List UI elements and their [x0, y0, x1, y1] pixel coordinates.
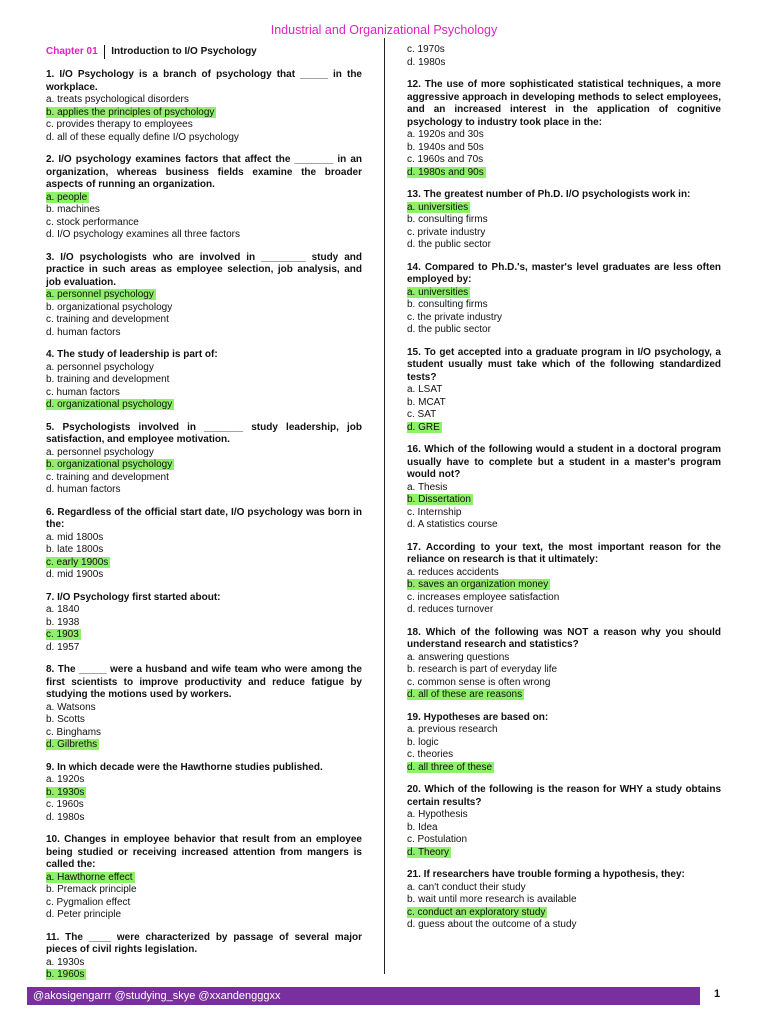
question-text: 3. I/O psychologists who are involved in ________ study and practice in such areas as employee selection, job analysis, and job evaluation.	[46, 251, 362, 288]
answer-option	[407, 299, 721, 312]
option-text: c. theories	[407, 749, 454, 760]
question-block	[407, 347, 721, 435]
answer-option	[46, 544, 362, 557]
answer-option	[407, 239, 721, 252]
answer-option	[46, 447, 362, 460]
answer-option	[407, 154, 721, 167]
option-text: a. previous research	[407, 724, 498, 735]
option-text: a. can't conduct their study	[407, 881, 526, 893]
answer-option-highlighted	[407, 762, 721, 775]
answer-option	[46, 569, 362, 582]
option-text: c. 1960s	[46, 799, 84, 810]
question-text: 11. The ____ were characterized by passage of several major pieces of civil rights legislation.	[46, 931, 362, 955]
question-block	[46, 834, 362, 922]
option-text: b. Idea	[407, 821, 438, 833]
option-text: a. LSAT	[407, 384, 443, 395]
option-text: b. machines	[46, 204, 100, 215]
option-text: c. SAT	[407, 409, 437, 420]
answer-option	[46, 604, 362, 617]
right-question-list	[407, 79, 721, 932]
answer-option	[46, 714, 362, 727]
option-text: b. applies the principles of psychology	[46, 106, 215, 118]
answer-option	[46, 302, 362, 315]
answer-option	[46, 642, 362, 655]
chapter-title: Introduction to I/O Psychology	[111, 46, 257, 57]
option-text: c. the private industry	[407, 311, 503, 323]
option-text: d. A statistics course	[407, 519, 498, 530]
option-text: b. research is part of everyday life	[407, 664, 558, 675]
answer-option-highlighted	[46, 787, 362, 800]
option-text: c. human factors	[46, 386, 120, 398]
option-text: a. universities	[407, 286, 469, 298]
question-text: 19. Hypotheses are based on:	[407, 711, 549, 723]
answer-option	[46, 229, 362, 242]
answer-option	[407, 809, 721, 822]
answer-option	[46, 957, 362, 970]
option-text: d. 1980s	[46, 811, 85, 823]
answer-option	[407, 324, 721, 337]
answer-option-highlighted	[46, 107, 362, 120]
option-text: d. 1980s and 90s	[407, 166, 484, 178]
answer-option	[46, 617, 362, 630]
answer-option	[407, 592, 721, 605]
option-text: c. conduct an exploratory study	[407, 906, 546, 918]
answer-option	[46, 94, 362, 107]
answer-option	[407, 567, 721, 580]
answer-option	[46, 909, 362, 922]
question-block	[46, 932, 362, 982]
question-text: 13. The greatest number of Ph.D. I/O psychologists work in:	[407, 189, 691, 200]
option-text: d. 1957	[46, 641, 80, 653]
option-text: a. people	[46, 191, 88, 203]
answer-option	[46, 217, 362, 230]
answer-option-highlighted	[407, 287, 721, 300]
answer-option	[407, 737, 721, 750]
option-text: c. provides therapy to employees	[46, 119, 193, 130]
chapter-separator	[104, 45, 106, 59]
option-text: d. human factors	[46, 484, 121, 495]
answer-option	[46, 532, 362, 545]
option-text: a. Thesis	[407, 481, 448, 493]
left-question-list	[46, 69, 362, 982]
option-text: c. training and development	[46, 314, 169, 325]
option-text: b. Dissertation	[407, 494, 471, 505]
option-text: d. the public sector	[407, 324, 491, 335]
answer-option	[407, 129, 721, 142]
option-text: d. the public sector	[407, 239, 491, 250]
answer-option	[407, 822, 721, 835]
answer-option-highlighted	[46, 969, 362, 982]
answer-option	[407, 724, 721, 737]
option-text: d. GRE	[407, 421, 440, 433]
answer-option	[46, 204, 362, 217]
option-text: a. universities	[407, 201, 469, 213]
question-block	[407, 712, 721, 775]
answer-option	[46, 774, 362, 787]
answer-option	[46, 702, 362, 715]
answer-option	[46, 484, 362, 497]
option-text: c. Binghams	[46, 726, 102, 738]
continued-options	[407, 44, 721, 69]
option-text: a. 1920s	[46, 774, 85, 785]
answer-option	[407, 604, 721, 617]
option-text: c. Postulation	[407, 834, 468, 845]
answer-option-highlighted	[46, 739, 362, 752]
option-text: c. Internship	[407, 506, 462, 518]
answer-option	[46, 727, 362, 740]
option-text: d. I/O psychology examines all three factors	[46, 229, 240, 240]
answer-option	[407, 384, 721, 397]
option-text: d. all three of these	[407, 761, 493, 773]
question-block	[46, 664, 362, 752]
question-block	[407, 79, 721, 179]
option-text: b. Premack principle	[46, 884, 137, 895]
column-divider	[384, 38, 385, 974]
option-text: d. all of these are reasons	[407, 689, 523, 700]
question-block	[46, 154, 362, 242]
left-column	[46, 44, 362, 992]
answer-option	[46, 472, 362, 485]
option-text: a. 1920s and 30s	[407, 129, 484, 140]
answer-option	[407, 397, 721, 410]
option-text: d. Theory	[407, 846, 450, 858]
answer-option	[407, 664, 721, 677]
question-text: 14. Compared to Ph.D.'s, master's level graduates are less often employed by:	[407, 261, 721, 285]
option-text: c. early 1900s	[46, 556, 109, 568]
footer-bar	[27, 987, 700, 1005]
question-text: 10. Changes in employee behavior that result from an employee being studied or receiving increased attention from mangers is called the:	[46, 834, 362, 870]
question-block	[46, 422, 362, 497]
option-text: b. logic	[407, 736, 439, 748]
answer-option-highlighted	[46, 872, 362, 885]
option-text: b. consulting firms	[407, 214, 488, 225]
question-block	[407, 444, 721, 532]
document-title: Industrial and Organizational Psychology	[270, 23, 498, 37]
option-text: d. human factors	[46, 326, 121, 338]
option-text: b. wait until more research is available	[407, 894, 577, 905]
answer-option	[46, 132, 362, 145]
footer-handles: @akosigengarrr @studying_skye @xxandengggxx	[33, 990, 281, 1002]
question-block	[46, 592, 362, 655]
answer-option	[46, 119, 362, 132]
answer-option	[46, 362, 362, 375]
option-text: a. Watsons	[46, 701, 96, 713]
question-block	[407, 189, 721, 252]
option-text: b. organizational psychology	[46, 301, 173, 313]
question-text: 17. According to your text, the most important reason for the reliance on research is that it ultimately:	[407, 541, 721, 565]
answer-option	[407, 677, 721, 690]
question-block	[407, 542, 721, 617]
page-number: 1	[714, 988, 721, 1000]
answer-option	[407, 894, 721, 907]
option-text: d. Gilbreths	[46, 739, 98, 750]
answer-option	[407, 749, 721, 762]
answer-option	[46, 374, 362, 387]
option-text: c. training and development	[46, 471, 169, 483]
answer-option	[407, 214, 721, 227]
question-text: 15. To get accepted into a graduate program in I/O psychology, a student usually must take which of the following standardized tests?	[407, 346, 721, 383]
question-block	[46, 349, 362, 412]
answer-option	[407, 142, 721, 155]
option-text: c. stock performance	[46, 216, 139, 228]
option-text: a. 1840	[46, 604, 80, 615]
answer-option	[407, 409, 721, 422]
option-text: d. 1980s	[407, 56, 446, 68]
answer-option	[46, 799, 362, 812]
question-text: 20. Which of the following is the reason for WHY a study obtains certain results?	[407, 784, 721, 808]
option-text: a. Hypothesis	[407, 809, 468, 820]
option-text: a. personnel psychology	[46, 446, 154, 458]
option-text: c. 1903	[46, 629, 79, 640]
option-text: b. organizational psychology	[46, 459, 173, 470]
option-text: a. treats psychological disorders	[46, 94, 189, 105]
option-text: b. saves an organization money	[407, 579, 549, 590]
option-text: d. Peter principle	[46, 909, 122, 920]
question-block	[46, 252, 362, 340]
option-text: c. Pygmalion effect	[46, 896, 131, 908]
question-block	[407, 262, 721, 337]
question-text: 2. I/O psychology examines factors that affect the _______ in an organization, whereas business fields examine the broader aspects of running an organization.	[46, 154, 362, 190]
answer-option	[407, 882, 721, 895]
answer-option-highlighted	[407, 579, 721, 592]
option-text: a. personnel psychology	[46, 289, 154, 300]
option-text: b. Scotts	[46, 714, 85, 725]
answer-option-highlighted	[407, 202, 721, 215]
answer-option-highlighted	[407, 907, 721, 920]
answer-option-highlighted	[407, 494, 721, 507]
option-text: d. guess about the outcome of a study	[407, 919, 577, 930]
question-block	[407, 869, 721, 932]
question-text: 4. The study of leadership is part of:	[46, 349, 218, 360]
question-text: 5. Psychologists involved in _______ study leadership, job satisfaction, and employee motivation.	[46, 421, 362, 445]
option-text: b. consulting firms	[407, 299, 488, 310]
question-block	[407, 784, 721, 859]
answer-option	[407, 44, 721, 57]
answer-option-highlighted	[46, 629, 362, 642]
question-text: 8. The _____ were a husband and wife team who were among the first scientists to improve productivity and reduce fatigue by studying the motions used by workers.	[46, 664, 362, 700]
option-text: a. answering questions	[407, 651, 510, 663]
right-column	[407, 44, 721, 942]
option-text: b. 1930s	[46, 786, 85, 798]
answer-option	[46, 884, 362, 897]
answer-option	[407, 482, 721, 495]
question-text: 6. Regardless of the official start date, I/O psychology was born in the:	[46, 506, 362, 530]
chapter-heading	[46, 44, 362, 60]
option-text: d. all of these equally define I/O psychology	[46, 131, 239, 143]
question-text: 18. Which of the following was NOT a reason why you should understand research and statistics?	[407, 626, 721, 650]
option-text: b. 1938	[46, 616, 80, 628]
answer-option	[407, 312, 721, 325]
answer-option-highlighted	[407, 847, 721, 860]
option-text: b. late 1800s	[46, 544, 104, 555]
answer-option-highlighted	[46, 459, 362, 472]
option-text: b. 1960s	[46, 969, 85, 980]
option-text: c. common sense is often wrong	[407, 676, 551, 688]
answer-option-highlighted	[46, 557, 362, 570]
question-block	[46, 507, 362, 582]
answer-option-highlighted	[46, 192, 362, 205]
option-text: a. Hawthorne effect	[46, 871, 133, 883]
question-text: 16. Which of the following would a student in a doctoral program usually have to complete but a student in a master's program would not?	[407, 444, 721, 480]
answer-option	[407, 57, 721, 70]
question-block	[46, 69, 362, 144]
option-text: b. MCAT	[407, 396, 446, 408]
answer-option-highlighted	[46, 289, 362, 302]
answer-option	[407, 652, 721, 665]
option-text: c. 1970s	[407, 44, 445, 55]
question-text: 12. The use of more sophisticated statistical techniques, a more aggressive approach in developing methods to select employees, and an increased interest in the application of cognitive psychology to industry took place in the:	[407, 79, 721, 128]
option-text: d. reduces turnover	[407, 604, 494, 615]
question-block	[46, 762, 362, 825]
option-text: c. private industry	[407, 226, 486, 238]
chapter-number: Chapter 01	[46, 46, 98, 57]
answer-option-highlighted	[407, 422, 721, 435]
option-text: c. increases employee satisfaction	[407, 591, 560, 603]
question-text: 7. I/O Psychology first started about:	[46, 591, 221, 603]
option-text: b. 1940s and 50s	[407, 141, 484, 153]
answer-option-highlighted	[407, 167, 721, 180]
option-text: d. organizational psychology	[46, 399, 173, 410]
answer-option-highlighted	[46, 399, 362, 412]
answer-option	[46, 314, 362, 327]
answer-option	[46, 897, 362, 910]
option-text: a. personnel psychology	[46, 361, 154, 373]
answer-option	[46, 327, 362, 340]
question-text: 21. If researchers have trouble forming a hypothesis, they:	[407, 869, 685, 880]
answer-option	[407, 834, 721, 847]
question-block	[407, 627, 721, 702]
answer-option	[407, 519, 721, 532]
option-text: d. mid 1900s	[46, 569, 104, 580]
option-text: b. training and development	[46, 374, 170, 385]
option-text: a. reduces accidents	[407, 566, 499, 578]
answer-option	[46, 387, 362, 400]
option-text: c. 1960s and 70s	[407, 154, 484, 165]
answer-option-highlighted	[407, 689, 721, 702]
answer-option	[407, 507, 721, 520]
option-text: a. 1930s	[46, 956, 85, 968]
question-text: 1. I/O Psychology is a branch of psychology that _____ in the workplace.	[46, 69, 362, 93]
option-text: a. mid 1800s	[46, 531, 104, 543]
answer-option	[407, 919, 721, 932]
answer-option	[407, 227, 721, 240]
question-text: 9. In which decade were the Hawthorne studies published.	[46, 761, 323, 773]
answer-option	[46, 812, 362, 825]
